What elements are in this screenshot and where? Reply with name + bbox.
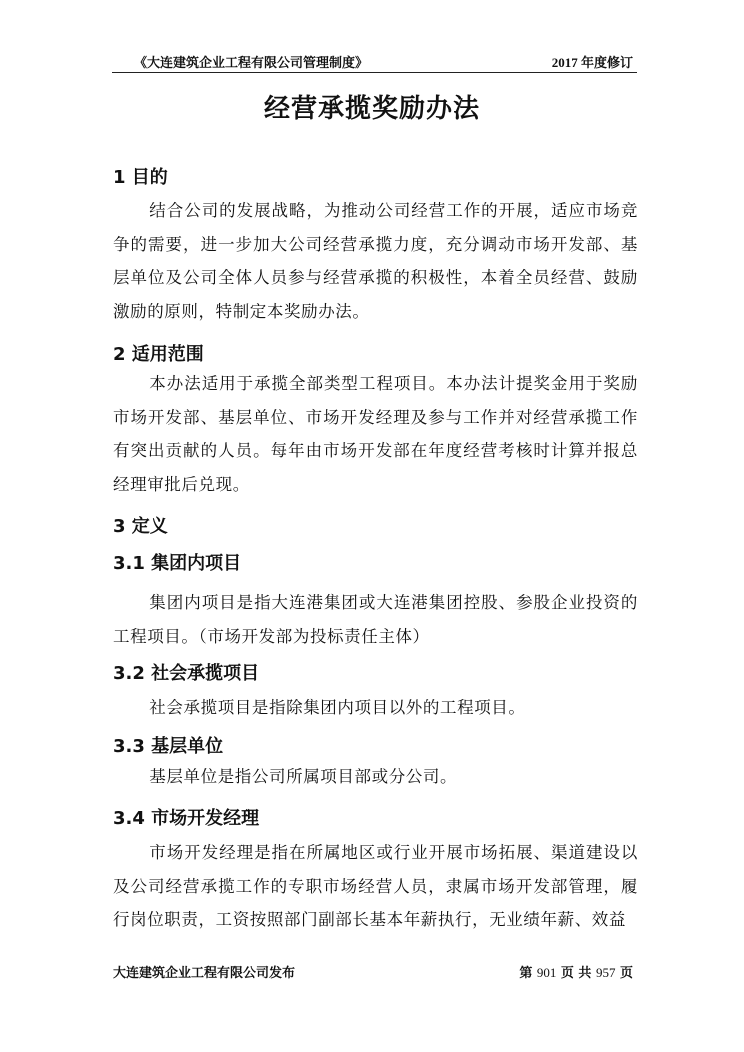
section-heading-3: 3 定义 (113, 516, 168, 537)
footer-publisher: 大连建筑企业工程有限公司发布 (113, 966, 296, 981)
header-revision: 2017 年度修订 (551, 55, 633, 70)
footer-page-suffix: 页 (619, 966, 633, 981)
footer-page-number (519, 962, 633, 981)
footer-page-current: 901 (536, 965, 557, 980)
footer-page-total: 957 (595, 965, 616, 980)
section-body-3-2: 社会承揽项目是指除集团内项目以外的工程项目。 (149, 698, 526, 717)
header-doc-title: 《大连建筑企业工程有限公司管理制度》 (134, 55, 369, 70)
footer-page-prefix: 第 (519, 966, 533, 981)
footer-page-mid: 页 共 (560, 966, 592, 981)
section-heading-3-4: 3.4 市场开发经理 (113, 808, 260, 829)
page-header (112, 50, 637, 73)
section-body-3-4: 市场开发经理是指在所属地区或行业开展市场拓展、渠道建设以及公司经营承揽工作的专职市场经营人员，隶属市场开发部管理，履行岗位职责，工资按照部门副部长基本年薪执行，无业绩年薪、效益 (113, 843, 638, 929)
section-heading-2: 2 适用范围 (113, 344, 204, 365)
section-body-1: 结合公司的发展战略，为推动公司经营工作的开展，适应市场竞争的需要，进一步加大公司经营承揽力度，充分调动市场开发部、基层单位及公司全体人员参与经营承揽的积极性，本着全员经营、鼓励激励的原则，特制定本奖励办法。 (113, 201, 638, 321)
section-heading-3-1: 3.1 集团内项目 (113, 553, 242, 574)
section-body-3-1: 集团内项目是指大连港集团或大连港集团控股、参股企业投资的工程项目。（市场开发部为投标责任主体） (113, 593, 638, 646)
section-heading-3-2: 3.2 社会承揽项目 (113, 663, 260, 684)
section-body-2: 本办法适用于承揽全部类型工程项目。本办法计提奖金用于奖励市场开发部、基层单位、市场开发经理及参与工作并对经营承揽工作有突出贡献的人员。每年由市场开发部在年度经营考核时计算并报总经理审批后兑现。 (113, 374, 638, 494)
section-heading-1: 1 目的 (113, 167, 168, 188)
section-heading-3-3: 3.3 基层单位 (113, 736, 224, 757)
section-body-3-3: 基层单位是指公司所属项目部或分公司。 (149, 767, 458, 786)
page-title: 经营承揽奖励办法 (263, 94, 480, 124)
